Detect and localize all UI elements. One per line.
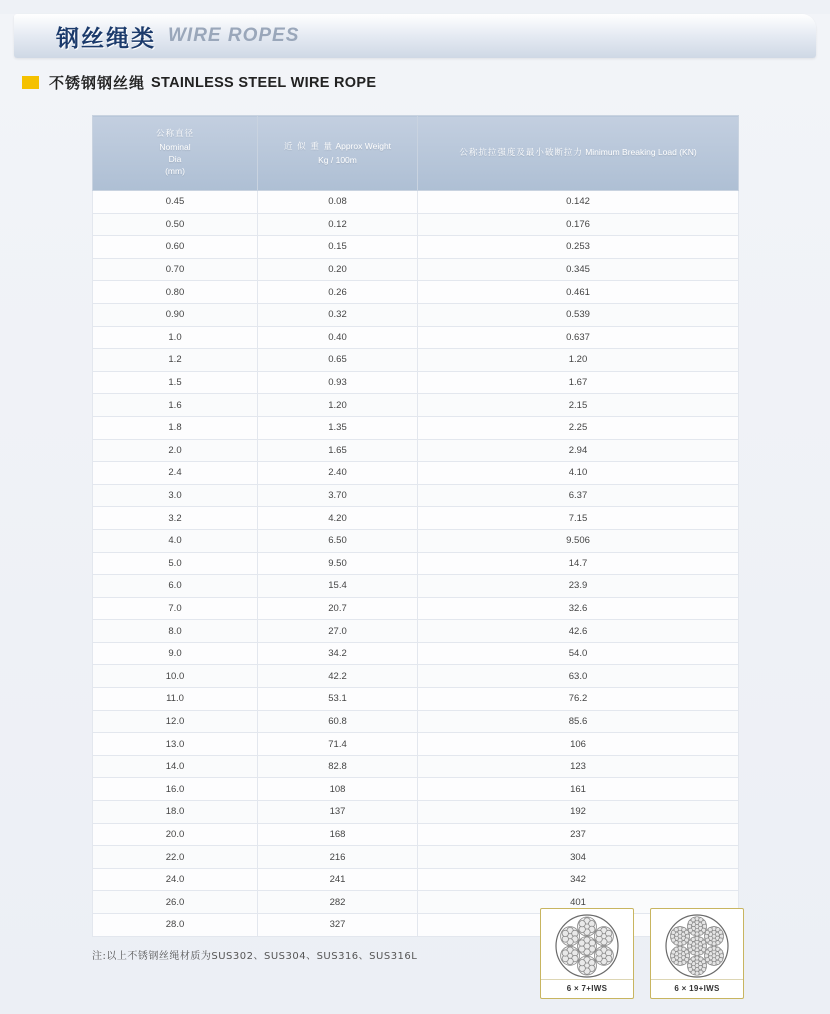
cell-breaking-load: 123 (418, 755, 739, 778)
table-row (93, 191, 739, 214)
cell-breaking-load: 2.15 (418, 394, 739, 417)
cell-approx-weight: 20.7 (258, 597, 418, 620)
table-row (93, 326, 739, 349)
cell-breaking-load: 54.0 (418, 642, 739, 665)
cell-breaking-load: 4.10 (418, 462, 739, 485)
table-row (93, 303, 739, 326)
rope-cross-section-6x7-icon (541, 913, 633, 979)
cell-nominal-dia: 7.0 (93, 597, 258, 620)
cell-approx-weight: 327 (258, 914, 418, 937)
table-row (93, 801, 739, 824)
cell-breaking-load: 23.9 (418, 575, 739, 598)
table-row (93, 529, 739, 552)
header-cn: 公称抗拉强度及最小破断拉力 (459, 148, 583, 159)
header-en-2: Dia (168, 154, 182, 164)
cell-approx-weight: 2.40 (258, 462, 418, 485)
cell-nominal-dia: 3.2 (93, 507, 258, 530)
table-row (93, 665, 739, 688)
cell-approx-weight: 15.4 (258, 575, 418, 598)
table-row (93, 823, 739, 846)
cell-breaking-load: 0.637 (418, 326, 739, 349)
cell-breaking-load: 0.253 (418, 236, 739, 259)
section-title-en: STAINLESS STEEL WIRE ROPE (151, 74, 377, 91)
table-row (93, 213, 739, 236)
cell-nominal-dia: 1.2 (93, 349, 258, 372)
catalog-page (0, 14, 830, 1014)
cell-approx-weight: 137 (258, 801, 418, 824)
square-marker-icon (22, 76, 39, 89)
cell-approx-weight: 241 (258, 868, 418, 891)
cell-approx-weight: 27.0 (258, 620, 418, 643)
cell-breaking-load: 42.6 (418, 620, 739, 643)
cell-nominal-dia: 0.60 (93, 236, 258, 259)
cell-nominal-dia: 4.0 (93, 529, 258, 552)
table-row (93, 642, 739, 665)
cell-breaking-load: 76.2 (418, 688, 739, 711)
cell-approx-weight: 168 (258, 823, 418, 846)
diagram-caption: 6 × 7+IWS (541, 979, 633, 998)
cell-nominal-dia: 11.0 (93, 688, 258, 711)
cell-breaking-load: 2.25 (418, 416, 739, 439)
cell-approx-weight: 34.2 (258, 642, 418, 665)
cell-approx-weight: 282 (258, 891, 418, 914)
cell-approx-weight: 6.50 (258, 529, 418, 552)
cell-approx-weight: 3.70 (258, 484, 418, 507)
cell-approx-weight: 4.20 (258, 507, 418, 530)
cell-approx-weight: 60.8 (258, 710, 418, 733)
cell-breaking-load: 106 (418, 733, 739, 756)
cell-nominal-dia: 0.45 (93, 191, 258, 214)
cell-approx-weight: 71.4 (258, 733, 418, 756)
cell-approx-weight: 216 (258, 846, 418, 869)
banner-title-en: WIRE ROPES (168, 25, 300, 46)
cell-breaking-load: 1.67 (418, 371, 739, 394)
header-load-line1 (422, 146, 734, 159)
cell-breaking-load: 85.6 (418, 710, 739, 733)
cell-nominal-dia: 14.0 (93, 755, 258, 778)
cell-approx-weight: 0.32 (258, 303, 418, 326)
cell-approx-weight: 82.8 (258, 755, 418, 778)
table-row (93, 778, 739, 801)
cell-approx-weight: 0.65 (258, 349, 418, 372)
table-row (93, 439, 739, 462)
header-cn: 公称直径 (155, 129, 194, 140)
cell-nominal-dia: 28.0 (93, 914, 258, 937)
cell-breaking-load: 0.345 (418, 258, 739, 281)
cell-nominal-dia: 1.6 (93, 394, 258, 417)
cell-nominal-dia: 1.8 (93, 416, 258, 439)
section-heading (22, 72, 830, 93)
cell-nominal-dia: 8.0 (93, 620, 258, 643)
cell-nominal-dia: 1.5 (93, 371, 258, 394)
cell-approx-weight: 0.08 (258, 191, 418, 214)
spec-table-wrapper (92, 115, 738, 937)
table-row (93, 868, 739, 891)
header-cn: 近 似 重 量 (283, 142, 334, 153)
spec-table (92, 115, 739, 937)
column-header-nominal-dia (93, 116, 258, 191)
table-row (93, 484, 739, 507)
cell-breaking-load: 161 (418, 778, 739, 801)
cell-breaking-load: 401 (418, 891, 739, 914)
table-row (93, 552, 739, 575)
cell-nominal-dia: 5.0 (93, 552, 258, 575)
cell-approx-weight: 108 (258, 778, 418, 801)
cell-nominal-dia: 2.4 (93, 462, 258, 485)
cell-nominal-dia: 1.0 (93, 326, 258, 349)
header-en-1: Approx Weight (335, 141, 392, 152)
cell-breaking-load: 192 (418, 801, 739, 824)
spec-table-body (93, 191, 739, 937)
cell-nominal-dia: 13.0 (93, 733, 258, 756)
cell-breaking-load: 14.7 (418, 552, 739, 575)
cell-breaking-load: 0.142 (418, 191, 739, 214)
cell-nominal-dia: 9.0 (93, 642, 258, 665)
cell-approx-weight: 9.50 (258, 552, 418, 575)
cell-breaking-load: 32.6 (418, 597, 739, 620)
table-header-row (93, 116, 739, 191)
cell-nominal-dia: 6.0 (93, 575, 258, 598)
cell-nominal-dia: 0.50 (93, 213, 258, 236)
table-row (93, 416, 739, 439)
banner-title-cn: 钢丝绳类 (56, 25, 156, 52)
cell-nominal-dia: 20.0 (93, 823, 258, 846)
cell-breaking-load: 0.461 (418, 281, 739, 304)
cell-approx-weight: 1.35 (258, 416, 418, 439)
cell-breaking-load: 9.506 (418, 529, 739, 552)
table-row (93, 507, 739, 530)
cell-breaking-load: 2.94 (418, 439, 739, 462)
table-row (93, 575, 739, 598)
cell-breaking-load: 0.539 (418, 303, 739, 326)
cell-approx-weight: 0.26 (258, 281, 418, 304)
table-row (93, 620, 739, 643)
cell-approx-weight: 53.1 (258, 688, 418, 711)
cell-nominal-dia: 24.0 (93, 868, 258, 891)
table-row (93, 462, 739, 485)
material-note: 注:以上不锈钢丝绳材质为SUS302、SUS304、SUS316、SUS316L (92, 950, 418, 962)
header-en-1: Nominal (159, 141, 191, 152)
table-row (93, 349, 739, 372)
cell-nominal-dia: 16.0 (93, 778, 258, 801)
cell-nominal-dia: 12.0 (93, 710, 258, 733)
cell-approx-weight: 0.15 (258, 236, 418, 259)
column-header-breaking-load (418, 116, 739, 191)
cell-nominal-dia: 22.0 (93, 846, 258, 869)
header-weight-line1 (262, 140, 413, 153)
cell-breaking-load: 304 (418, 846, 739, 869)
table-row (93, 733, 739, 756)
cell-breaking-load: 6.37 (418, 484, 739, 507)
table-row (93, 281, 739, 304)
diagram-caption: 6 × 19+IWS (651, 979, 743, 998)
cell-breaking-load: 342 (418, 868, 739, 891)
cell-breaking-load: 63.0 (418, 665, 739, 688)
table-row (93, 597, 739, 620)
table-row (93, 236, 739, 259)
cell-approx-weight: 0.93 (258, 371, 418, 394)
rope-cross-section-6x19-icon (651, 913, 743, 979)
header-en-3: (mm) (165, 166, 185, 177)
cell-nominal-dia: 2.0 (93, 439, 258, 462)
cell-approx-weight: 42.2 (258, 665, 418, 688)
table-row (93, 258, 739, 281)
cell-nominal-dia: 26.0 (93, 891, 258, 914)
cell-breaking-load: 237 (418, 823, 739, 846)
cell-approx-weight: 0.40 (258, 326, 418, 349)
cell-nominal-dia: 18.0 (93, 801, 258, 824)
cell-nominal-dia: 0.80 (93, 281, 258, 304)
cell-breaking-load: 1.20 (418, 349, 739, 372)
cell-approx-weight: 1.20 (258, 394, 418, 417)
table-row (93, 371, 739, 394)
page-banner (14, 14, 816, 58)
diagram-6x7 (540, 908, 634, 999)
header-en-1: Minimum Breaking Load (KN) (585, 147, 697, 158)
section-title-cn: 不锈钢钢丝绳 (49, 74, 146, 92)
cell-nominal-dia: 3.0 (93, 484, 258, 507)
cell-nominal-dia: 0.70 (93, 258, 258, 281)
cell-approx-weight: 0.20 (258, 258, 418, 281)
cell-nominal-dia: 10.0 (93, 665, 258, 688)
cell-approx-weight: 0.12 (258, 213, 418, 236)
cell-nominal-dia: 0.90 (93, 303, 258, 326)
column-header-approx-weight (258, 116, 418, 191)
rope-diagrams (540, 908, 744, 999)
table-row (93, 688, 739, 711)
diagram-6x19 (650, 908, 744, 999)
table-row (93, 755, 739, 778)
cell-breaking-load: 0.176 (418, 213, 739, 236)
header-en-2: Kg / 100m (318, 154, 357, 165)
cell-breaking-load: 7.15 (418, 507, 739, 530)
table-row (93, 846, 739, 869)
table-row (93, 710, 739, 733)
cell-approx-weight: 1.65 (258, 439, 418, 462)
table-row (93, 394, 739, 417)
